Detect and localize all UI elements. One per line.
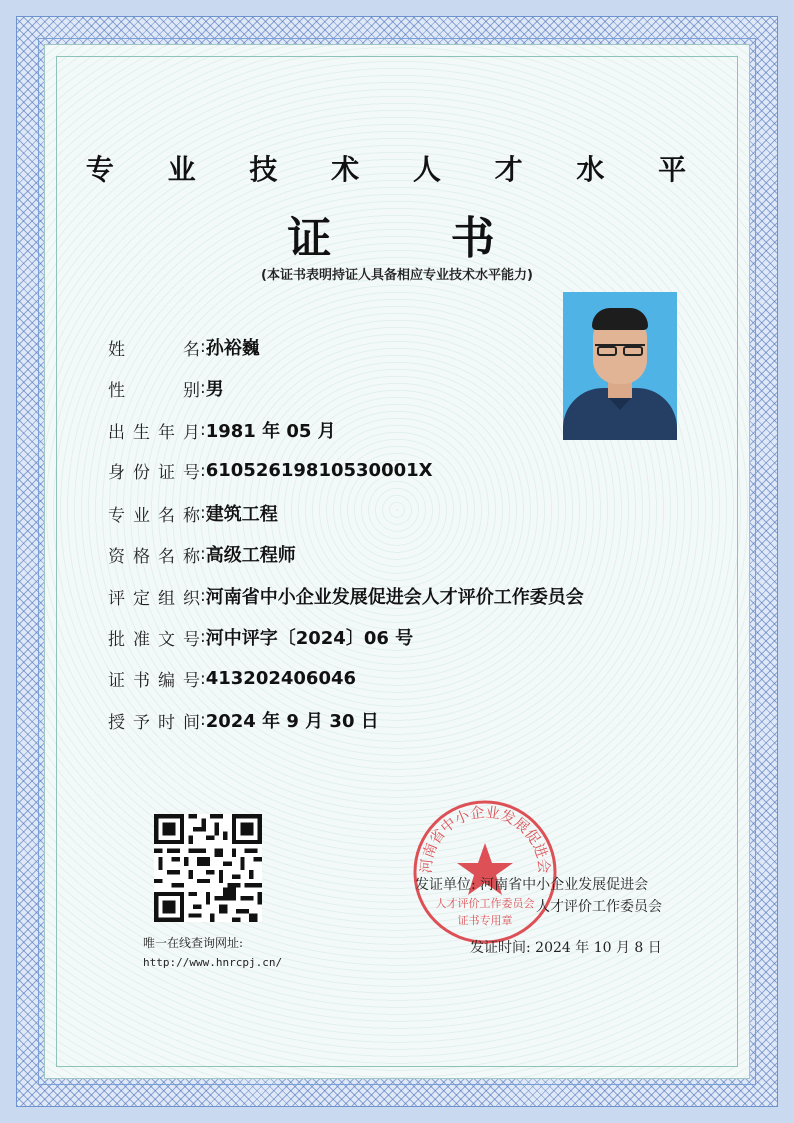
field-row-gender (108, 375, 224, 403)
field-value: 61052619810530001X (205, 460, 433, 481)
photo-hair (592, 308, 648, 330)
official-seal (410, 797, 560, 947)
field-colon: : (200, 378, 206, 398)
field-value: 413202406046 (205, 668, 357, 689)
field-value: 1981 年 05 月 (205, 421, 336, 442)
issuer-line-2: 人才评价工作委员会 (536, 899, 662, 915)
field-label: 出生年月 (108, 422, 200, 443)
issue-date: 发证时间: 2024 年 10 月 8 日 (470, 940, 662, 956)
field-colon: : (200, 668, 206, 689)
field-row-name (108, 334, 260, 362)
photo-glasses (595, 344, 645, 356)
field-label: 专业名称 (108, 505, 200, 526)
field-label: 授予时间 (108, 712, 200, 733)
field-colon: : (200, 503, 206, 523)
field-colon: : (200, 460, 206, 481)
field-row-organization (108, 583, 584, 611)
field-label: 姓 名 (108, 339, 200, 360)
field-value: 建筑工程 (205, 504, 278, 525)
field-value: 高级工程师 (205, 545, 296, 566)
field-value: 孙裕巍 (205, 338, 260, 359)
field-colon: : (200, 710, 206, 730)
field-value: 男 (205, 379, 224, 400)
field-colon: : (200, 337, 206, 357)
field-colon: : (200, 586, 206, 606)
field-colon: : (200, 420, 206, 440)
certificate-title: 专 业 技 术 人 才 水 平 (85, 153, 709, 186)
field-row-grant-date (108, 707, 379, 735)
field-label: 身份证号 (108, 463, 200, 483)
field-colon: : (200, 627, 206, 647)
field-row-qualification (108, 541, 296, 569)
field-label: 证书编号 (108, 671, 200, 691)
field-row-id-number (108, 458, 433, 486)
field-value: 河南省中小企业发展促进会人才评价工作委员会 (205, 587, 584, 608)
qr-code[interactable] (154, 814, 262, 922)
verify-label: 唯一在线查询网址: (143, 936, 244, 950)
field-row-birth (108, 417, 336, 445)
seal-inner-text: 人才评价工作委员会 (435, 897, 535, 910)
seal-label-text: 证书专用章 (457, 914, 513, 927)
seal-ring-text: 河南省中小企业发展促进会 (418, 804, 552, 875)
field-colon: : (200, 544, 206, 564)
field-row-approval (108, 624, 413, 652)
holder-photo (563, 292, 677, 440)
certificate-note: (本证书表明持证人具备相应专业技术水平能力) (261, 268, 533, 283)
field-label: 资格名称 (108, 546, 200, 567)
field-label: 性 别 (108, 380, 200, 401)
issuer-line-1: 发证单位: 河南省中小企业发展促进会 (415, 877, 649, 893)
field-row-certificate-number (108, 666, 356, 694)
verify-url[interactable]: http://www.hnrcpj.cn/ (143, 956, 283, 969)
field-value: 河中评字〔2024〕06 号 (205, 628, 414, 649)
field-row-specialty (108, 500, 278, 528)
field-label: 评定组织 (108, 588, 200, 609)
certificate-heading: 证 书 (287, 213, 547, 264)
field-label: 批准文号 (108, 629, 200, 650)
field-value: 2024 年 9 月 30 日 (205, 711, 379, 732)
